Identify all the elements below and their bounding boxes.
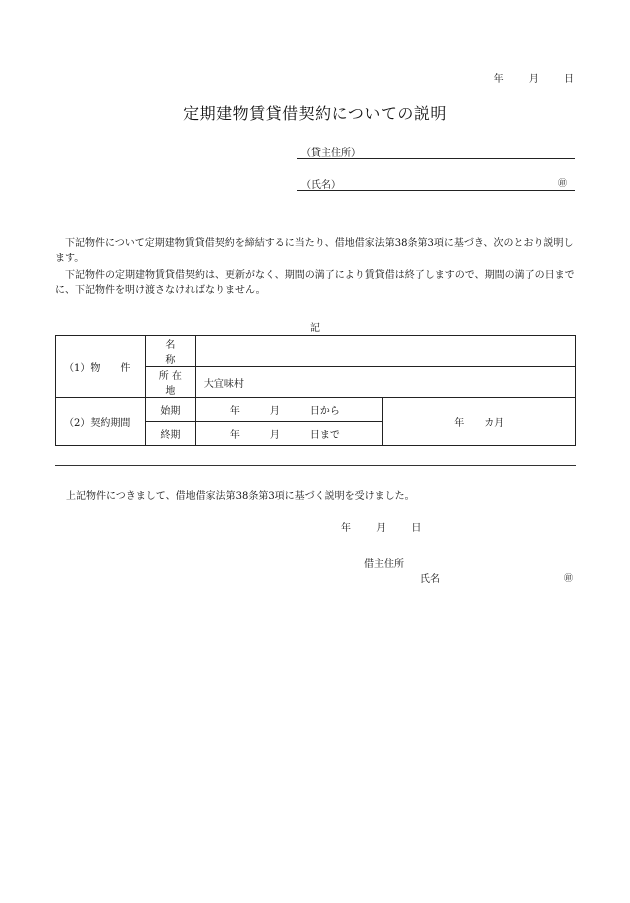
acknowledgment-text: 上記物件につきまして、借地借家法第38条第3項に基づく説明を受けました。 [66,491,415,502]
acknowledgment-date [341,519,443,534]
date-day: 日 [564,74,574,85]
explanation-paragraph-2: 下記物件の定期建物賃貸借契約は、更新がなく、期間の満了により賃貸借は終了しますので、期間の満了の日までに、下記物件を明け渡さなければなりません。 [55,270,575,296]
property-label: （1）物 件 [64,363,131,374]
period-label: （2）契約期間 [64,418,131,429]
lessor-address-line [297,144,575,159]
record-heading: 記 [310,323,320,334]
name-label-cell [145,336,195,367]
period-label-cell [56,398,146,446]
end-label: 終期 [160,430,181,441]
location-value: 大宜味村 [203,378,244,390]
table-row [56,398,576,422]
explanation-paragraph-1: 下記物件について定期建物賃貸借契約を締結するに当たり、借地借家法第38条第3項に基づき、次のとおり説明します。 [55,238,574,264]
header-date [472,70,574,85]
start-label-cell [145,398,195,422]
duration-cell [383,398,576,446]
end-value: 年 月 日まで [229,430,340,441]
location-label-cell [145,367,195,398]
page-title: 定期建物賃貸借契約についての説明 [183,104,447,123]
table-row [56,336,576,367]
lessor-address-label: （貸主住所） [301,148,361,159]
section-divider [55,465,576,466]
ack-date-month: 月 [376,523,387,534]
property-table [55,335,576,446]
start-value: 年 月 日から [229,406,340,417]
duration-value: 年 カ月 [454,418,505,429]
lessor-name-line [297,176,575,191]
ack-date-day: 日 [411,523,422,534]
date-month: 月 [528,74,539,85]
end-value-cell [195,422,383,446]
start-label: 始期 [160,406,181,417]
ack-date-year: 年 [341,523,351,534]
property-label-cell [56,336,146,398]
name-label: 名 称 [165,340,196,366]
end-label-cell [145,422,195,446]
lessor-name-label: （氏名） [301,180,341,191]
location-label: 所 在 地 [158,371,182,397]
lessor-seal-mark: ㊞ [557,179,567,189]
borrower-seal-mark: ㊞ [564,574,574,584]
location-value-cell [195,367,575,398]
date-year: 年 [493,74,504,85]
start-value-cell [195,398,383,422]
borrower-address-label: 借主住所 [364,559,404,570]
name-value-cell [195,336,575,367]
borrower-name-label: 氏名 [420,574,440,585]
